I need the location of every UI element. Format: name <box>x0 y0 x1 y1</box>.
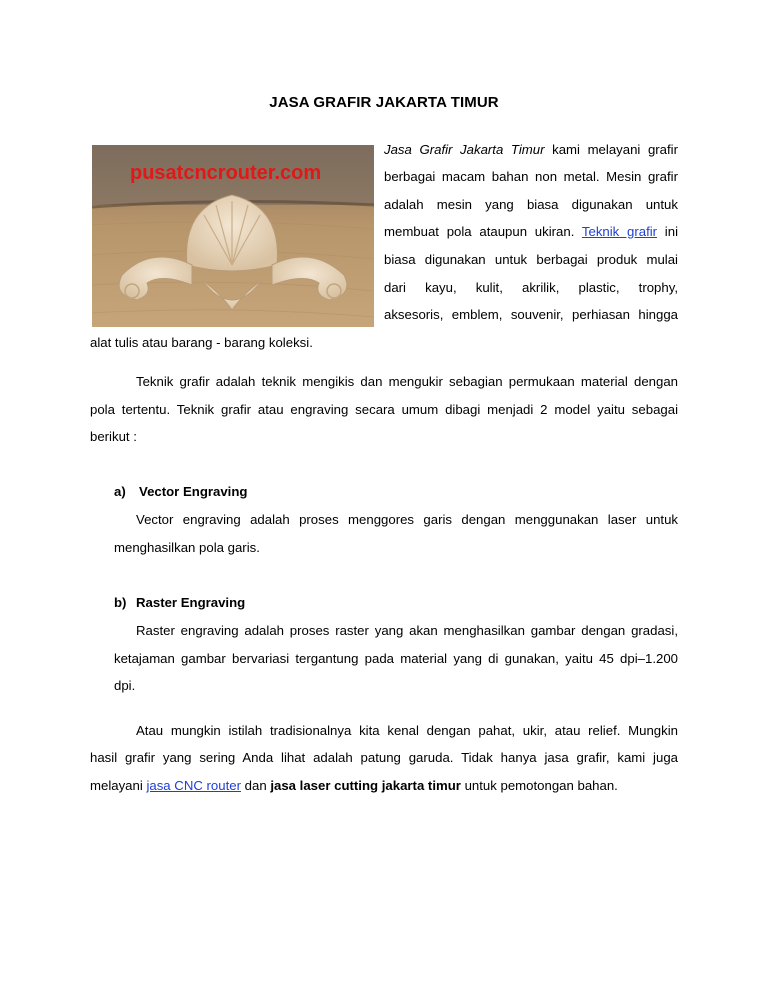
para3-text: dan <box>241 778 271 793</box>
para3-line-1: Atau mungkin istilah tradisionalnya kita kenal dengan pahat, ukir, atau relief. Mungkin <box>136 723 678 738</box>
para3-text: melayani <box>90 778 147 793</box>
intro-line-4 <box>384 223 678 241</box>
section-a-heading: Vector Engraving <box>139 484 248 499</box>
teknik-grafir-link[interactable]: Teknik grafir <box>581 224 658 239</box>
section-a-marker: a) <box>114 484 126 499</box>
para3-line-2: hasil grafir yang sering Anda lihat adalah patung garuda. Tidak hanya jasa grafir, kami juga <box>90 750 678 765</box>
intro-line-1 <box>384 141 678 159</box>
section-a-line-1: Vector engraving adalah proses menggores garis dengan menggunakan laser untuk <box>136 512 678 527</box>
section-a-line-2: menghasilkan pola garis. <box>114 540 260 555</box>
intro-line-2: berbagai macam bahan non metal. Mesin grafir <box>384 169 678 184</box>
intro-line-6: dari kayu, kulit, akrilik, plastic, trophy, <box>384 280 678 295</box>
para3-text: untuk pemotongan bahan. <box>460 778 618 793</box>
section-b-line-2: ketajaman gambar bervariasi tergantung pada material yang di gunakan, yaitu 45 dpi–1.200 <box>114 651 678 666</box>
para2-line-2: pola tertentu. Teknik grafir atau engraving secara umum dibagi menjadi 2 model yaitu sebagai <box>90 402 678 417</box>
intro-text: membuat pola ataupun ukiran. <box>384 224 582 239</box>
intro-text: kami melayani grafir <box>544 142 678 157</box>
section-b-heading: Raster Engraving <box>136 595 246 610</box>
carved-wood-ornament-icon <box>92 145 374 327</box>
intro-line-5: biasa digunakan untuk berbagai produk mulai <box>384 252 678 267</box>
photo-watermark: pusatcncrouter.com <box>130 162 322 184</box>
section-b-marker: b) <box>114 595 127 610</box>
para2-line-1: Teknik grafir adalah teknik mengikis dan mengukir sebagian permukaan material dengan <box>136 374 678 389</box>
page-title: JASA GRAFIR JAKARTA TIMUR <box>269 94 499 111</box>
intro-italic-title: Jasa Grafir Jakarta Timur <box>384 142 545 157</box>
section-b-line-1: Raster engraving adalah proses raster yang akan menghasilkan gambar dengan gradasi, <box>136 623 678 638</box>
intro-line-7: aksesoris, emblem, souvenir, perhiasan hingga <box>384 307 678 322</box>
section-b-line-3: dpi. <box>114 678 136 693</box>
carved-wood-photo <box>92 145 374 327</box>
intro-line-8: alat tulis atau barang - barang koleksi. <box>90 335 313 350</box>
para3-bold-text: jasa laser cutting jakarta timur <box>270 778 461 793</box>
para2-line-3: berikut : <box>90 429 137 444</box>
para3-line-3 <box>90 777 618 795</box>
intro-text: ini <box>657 224 678 239</box>
intro-line-3: adalah mesin yang biasa digunakan untuk <box>384 197 678 212</box>
jasa-cnc-router-link[interactable]: jasa CNC router <box>146 778 241 793</box>
